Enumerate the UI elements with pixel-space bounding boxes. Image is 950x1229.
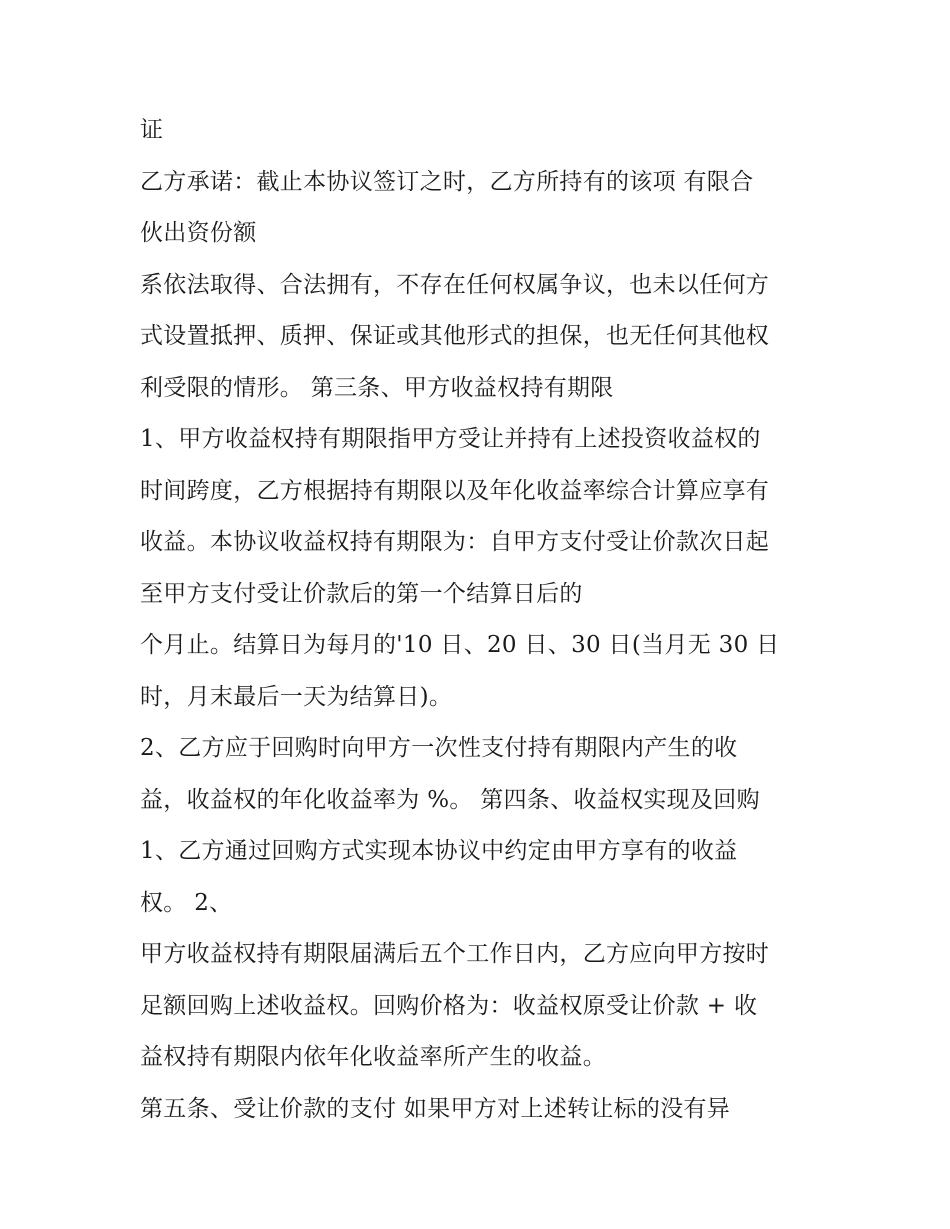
text-line: 证 [140,117,164,143]
text-line: 甲方收益权持有期限届满后五个工作日内，乙方应向甲方按时 [140,941,770,967]
text-line: 系依法取得、合法拥有，不存在任何权属争议，也未以任何方 [140,271,770,298]
document-body [140,108,830,1138]
text-line: 2、乙方应于回购时向甲方一次性支付持有期限内产生的收 [140,735,738,761]
text-line: 足额回购上述收益权。回购价格为：收益权原受让价款 + 收 [140,992,758,1019]
text-line: 式设置抵押、质押、保证或其他形式的担保，也无任何其他权 [140,323,770,349]
text-line: 时间跨度，乙方根据持有期限以及年化收益率综合计算应享有 [140,477,770,504]
text-line: 伙出资份额 [140,220,257,246]
text-line: 时，月末最后一天为结算日)。 [140,683,453,710]
text-line: 权。 2、 [140,889,233,916]
text-line: 益权持有期限内依年化收益率所产生的收益。 [140,1044,606,1070]
text-line: 1、甲方收益权持有期限指甲方受让并持有上述投资收益权的 [140,426,761,452]
text-line: 至甲方支付受让价款后的第一个结算日后的 [140,580,583,607]
text-line: 第五条、受让价款的支付 如果甲方对上述转让标的没有异 [140,1095,731,1122]
text-line: 利受限的情形。 第三条、甲方收益权持有期限 [140,374,614,401]
text-line: 收益。本协议收益权持有期限为：自甲方支付受让价款次日起 [140,529,770,555]
text-line: 乙方承诺：截止本协议签订之时，乙方所持有的该项 有限合 [140,168,754,195]
text-line: 益，收益权的年化收益率为 %。 第四条、收益权实现及回购 [140,786,760,813]
text-line: 个月止。结算日为每月的'10 日、20 日、30 日(当月无 30 日 [140,632,780,658]
text-line: 1、乙方通过回购方式实现本协议中约定由甲方享有的收益 [140,838,738,864]
